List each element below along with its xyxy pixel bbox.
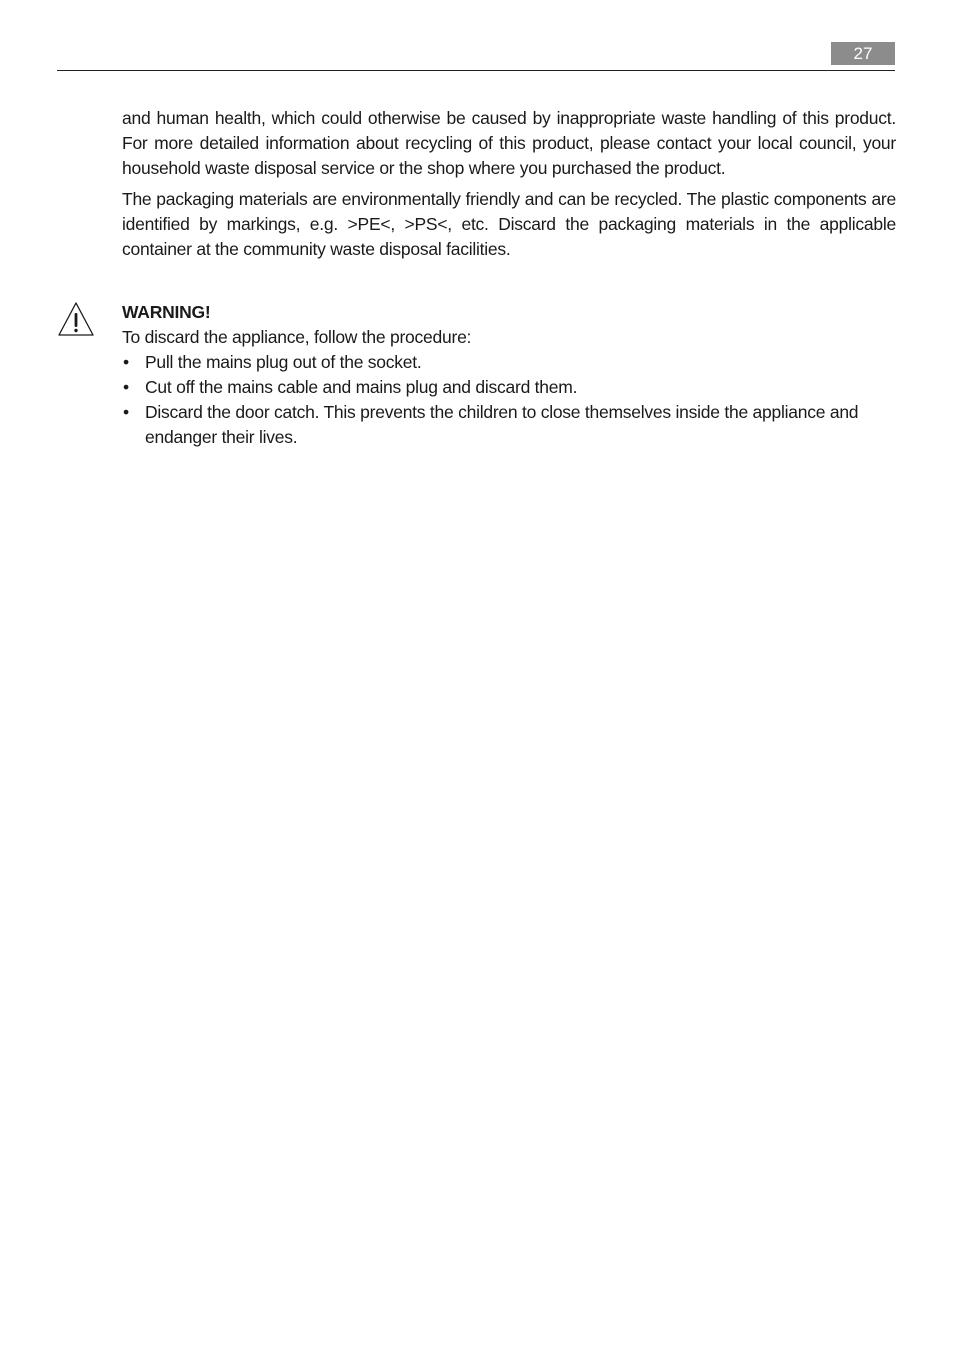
bullet-icon: • (123, 402, 129, 422)
page-number: 27 (831, 42, 895, 65)
warning-title: WARNING! (122, 302, 211, 322)
list-item (122, 400, 896, 450)
list-item-text: Cut off the mains cable and mains plug and discard them. (145, 377, 578, 397)
paragraph-recycling: and human health, which could otherwise be caused by inappropriate waste handling of this product. For more detailed information about recycling of this product, please contact your local council, your household waste disposal service or the shop where you purchased the product. (122, 108, 896, 178)
list-item (122, 375, 896, 400)
warning-triangle-icon (57, 301, 95, 337)
bullet-icon: • (123, 377, 129, 397)
warning-intro: To discard the appliance, follow the procedure: (122, 327, 472, 347)
bullet-icon: • (123, 352, 129, 372)
list-item (122, 350, 896, 375)
warning-block (122, 300, 896, 450)
list-item-text: Discard the door catch. This prevents the children to close themselves inside the appliance and endanger their lives. (145, 402, 859, 447)
list-item-text: Pull the mains plug out of the socket. (145, 352, 422, 372)
header-rule (57, 70, 895, 71)
body-text (122, 106, 896, 268)
disposal-steps (122, 350, 896, 450)
paragraph-packaging: The packaging materials are environmentally friendly and can be recycled. The plastic components are identified by markings, e.g. >PE<, >PS<, etc. Discard the packaging materials in the applicable container at the community waste disposal facilities. (122, 189, 896, 259)
